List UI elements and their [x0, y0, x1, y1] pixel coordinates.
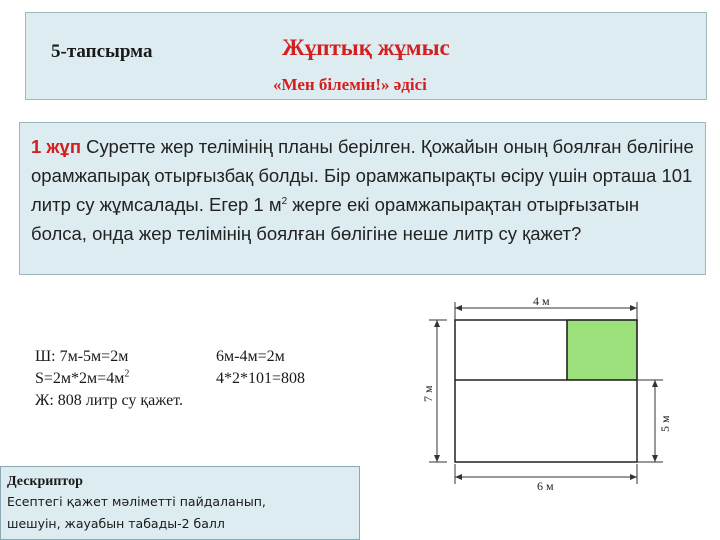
land-plan-figure: [415, 292, 715, 492]
bottom-dimension-label: 6 м: [537, 479, 554, 492]
task-label: 5-тапсырма: [51, 41, 153, 62]
solution-answer: Ж: 808 литр су қажет.: [35, 392, 184, 409]
solution-width-calc: Ш: 7м-5м=2м: [35, 348, 129, 365]
problem-box: [19, 122, 706, 275]
solution-area-superscript: 2: [124, 368, 130, 380]
descriptor-line: Есептегі қажет мәліметті пайдаланып,: [7, 494, 266, 509]
solution-row: [35, 368, 306, 390]
problem-superscript: 2: [281, 195, 288, 207]
solution-row: [35, 346, 285, 368]
solution-area-calc: [35, 370, 129, 387]
arrow-head: [630, 474, 637, 480]
arrow-head: [455, 305, 462, 311]
solution-block: [35, 346, 306, 412]
descriptor-title: Дескриптор: [7, 474, 83, 489]
arrow-head: [652, 455, 658, 462]
arrow-head: [630, 305, 637, 311]
arrow-head: [652, 380, 658, 387]
arrow-head: [455, 474, 462, 480]
problem-text-2: жерге екі орамжапырақтан отырғызатын болса, онда жер телімінің боялған бөлігіне неше литр су қажет?: [31, 194, 640, 244]
descriptor-box: [0, 466, 360, 540]
solution-area-text: S=2м*2м=4м: [35, 370, 125, 387]
method-title: «Мен білемін!» әдісі: [273, 75, 427, 94]
header-box: [25, 12, 707, 100]
solution-water-calc: 4*2*101=808: [216, 370, 306, 387]
descriptor-line: шешуін, жауабын табады-2 балл: [7, 516, 225, 531]
left-dimension-label: 7 м: [421, 385, 435, 402]
shaded-area: [567, 320, 637, 380]
pair-label: 1 жұп: [31, 136, 82, 157]
solution-length-calc: 6м-4м=2м: [216, 348, 285, 365]
arrow-head: [434, 455, 440, 462]
top-dimension-label: 4 м: [533, 294, 550, 308]
right-dimension-label: 5 м: [658, 415, 672, 432]
work-title: Жұптық жұмыс: [282, 35, 450, 60]
problem-text-1: Суретте жер телімінің планы берілген. Қожайын оның боялған бөлігіне орамжапырақ отырғызбақ болды. Бір орамжапырақты өсіру үшін орташа 101 литр су жұмсалады. Егер 1 м: [31, 136, 694, 215]
arrow-head: [434, 320, 440, 327]
